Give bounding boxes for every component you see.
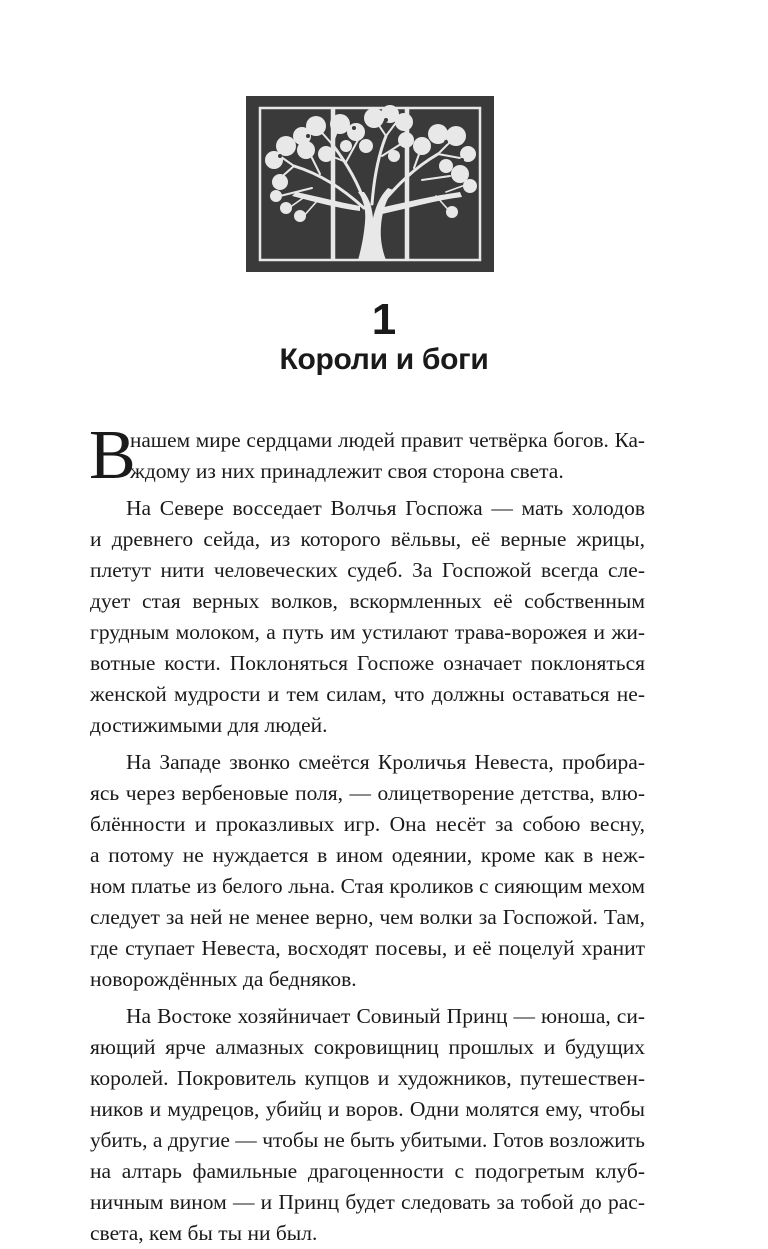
paragraph — [90, 493, 645, 741]
drop-cap: В — [89, 417, 136, 494]
text-line: ждому из них принадлежит своя сторона света. — [130, 459, 564, 483]
text-line: королей. Покровитель купцов и художников, путешествен- — [90, 1066, 645, 1090]
text-line: и древнего сейда, из которого вёльвы, её верные жрицы, — [90, 527, 645, 551]
tree-triptych-icon — [246, 96, 494, 272]
text-line: ясь через вербеновые поля, — олицетворение детства, влю- — [90, 781, 645, 805]
text-line: На Востоке хозяйничает Совиный Принц — юноша, си- — [126, 1004, 645, 1028]
text-line: дует стая верных волков, вскормленных её собственным — [90, 589, 645, 613]
tree-illustration — [246, 96, 494, 272]
chapter-number: 1 — [371, 295, 397, 344]
text-line: следует за ней не менее верно, чем волки за Госпожой. Там, — [90, 905, 645, 929]
paragraph — [89, 417, 645, 494]
chapter-body — [89, 417, 645, 1249]
text-line: новорождённых да бедняков. — [90, 967, 357, 991]
text-line: нашем мире сердцами людей правит четвёрка богов. Ка- — [130, 428, 645, 452]
text-line: ников и мудрецов, убийц и воров. Одни молятся ему, чтобы — [90, 1097, 645, 1121]
text-line: где ступает Невеста, восходят посевы, и её поцелуй хранит — [90, 936, 645, 960]
chapter-title: Короли и боги — [279, 343, 489, 376]
text-line: ничным вином — и Принц будет следовать за тобой до рас- — [90, 1190, 645, 1214]
text-line: женской мудрости и тем силам, что должны оставаться не- — [90, 682, 645, 706]
text-line: На Западе звонко смеётся Кроличья Невеста, пробира- — [126, 750, 645, 774]
text-line: вотные кости. Поклоняться Госпоже означает поклоняться — [90, 651, 645, 675]
text-line: достижимыми для людей. — [90, 713, 328, 737]
text-line: грудным молоком, а путь им устилают трава-ворожея и жи- — [90, 620, 645, 644]
paragraph — [90, 747, 645, 995]
text-line: на алтарь фамильные драгоценности с подогретым клуб- — [90, 1159, 645, 1183]
text-line: а потому не нуждается в ином одеянии, кроме как в неж- — [90, 843, 645, 867]
paragraph — [90, 1001, 645, 1249]
text-line: света, кем бы ты ни был. — [90, 1221, 318, 1245]
text-line: убить, а другие — чтобы не быть убитыми. Готов возложить — [90, 1128, 645, 1152]
text-line: ном платье из белого льна. Стая кроликов с сияющим мехом — [90, 874, 645, 898]
text-line: На Севере восседает Волчья Госпожа — мать холодов — [126, 496, 645, 520]
text-line: яющий ярче алмазных сокровищниц прошлых и будущих — [90, 1035, 645, 1059]
text-line: блённости и проказливых игр. Она несёт за собою весну, — [90, 812, 645, 836]
text-line: плетут нити человеческих судеб. За Госпожой всегда сле- — [90, 558, 645, 582]
